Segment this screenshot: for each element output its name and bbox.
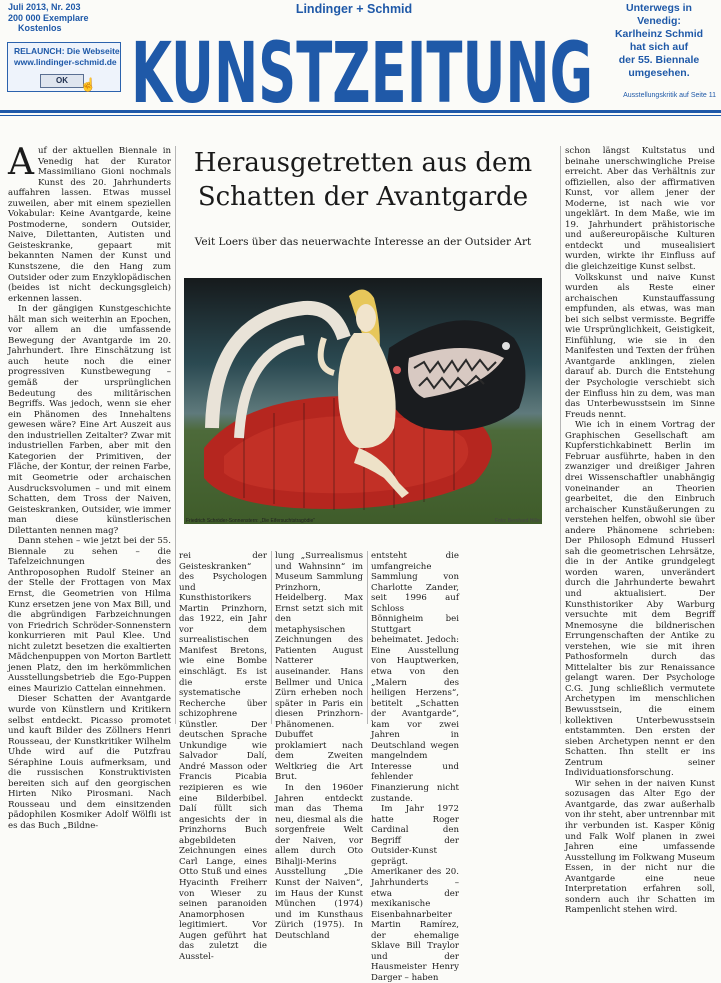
paragraph: In den 1960er Jahren entdeckt man das Thema neu, diesmal als die sorgenfreie Welt der Naiven, vor allem durch Oto Bihalji-Merins Ausstellung „Die Kunst der Naiven“, im Haus der Kunst München (1974) und im Kunsthaus Zürich (1975). In Deutschland [275, 783, 363, 941]
paragraph: Wie ich in einem Vortrag der Graphischen Gesellschaft am Kupferstichkabinett Berlin im Februar ausführte, haben in den zwanziger und dreißiger Jahren drei Wissenschaftler unabhängig voneinander an Theorien gearbeitet, die den Einbruch archaischer Kunstäußerungen zu verstehen helfen, obwohl sie über andere Phänomene schrieben: Der Philosoph Edmund Husserl sah die geometrischen Lehrsätze, die in der Antike grundgelegt worden waren, unverändert durch die Jahrhunderte bewahrt und aktualisiert. Der Kunsthistoriker Aby Warburg versuchte mit dem Begriff Mnemosyne die bildnerischen Errungenschaften der Antike zu verstehen, wie sie mit ihren Pathosformeln durch das Mittelalter bis zur Renaissance gelangt waren. Der Psychologe C.G. Jung schließlich vermutete Archetypen im menschlichen Bewusstsein, die einem kollektiven Unterbewusstsein entstammten. Den ersten der sieben Archetypen nennt er den Schatten. Ihn stellt er ins Zentrum seiner Individuationsforschung. [565, 420, 715, 779]
issue-number: Juli 2013, Nr. 203 [8, 2, 81, 12]
teaser-line: Karlheinz Schmid [614, 28, 704, 40]
teaser-line: der 55. Biennale [618, 54, 700, 66]
teaser-line: umgesehen. [628, 67, 690, 79]
paragraph: schon längst Kultstatus und beinahe unerschwingliche Preise erreicht. Aber das Verhältnis zur offiziellen, also der affirmativen Kunst, vor allem jener der Moderne, ist nach wie vor ungeklärt. In dem Maße, wie im 19. Jahrhundert prähistorische und außereuropäische Kulturen entdeckt und musealisiert wurden, wirkte ihr Einfluss auf die gleichzeitige Kunst selbst. [565, 146, 715, 273]
masthead-rule [0, 110, 721, 113]
paragraph: In der gängigen Kunstgeschichte hält man sich weiterhin an Epochen, vor allem an die umfassende Bewegung der Avantgarde im 20. Jahrhundert. Ihre Einschätzung ist auch heute noch die einer progressiven Kunstbewegung – gemäß der ursprünglichen Bedeutung des militärischen Begriffs. Was jedoch, wenn sie eher ein Phänomen des Innehaltens gewesen wäre? Eine Art Auszeit aus den industriellen Zeitalter? Zwar mit industriellen Farben, aber mit den Kategorien der Primitiven, der Fläche, der Kontur, der reinen Farbe, mit Geometrie oder archaischen Ausdrucksvolumen – und mit einem Schatten, dem Tross der Naiven, Geisteskranken, Outsider, wie immer man diese künstlerischen Dilettanten nennen mag? [8, 304, 171, 536]
relaunch-box[interactable] [7, 42, 121, 92]
paragraph: Volkskunst und naive Kunst wurden als Reste einer archaischen Kunstauffassung empfunden, als etwas, was man bei sich selbst vermisste. Begriffe wie Ursprünglichkeit, Geistigkeit, Einfühlung, wie sie in den Manifesten und Texten der frühen Avantgarde anklingen, zielen darauf ab. Durch die Entstehung der Psychologie verschiebt sich der Einfluss hin zu dem, was man das Unterbewusstsein im Sinne Freuds nennt. [565, 272, 715, 420]
column-divider [367, 551, 368, 724]
relaunch-title: RELAUNCH: Die Webseite [14, 46, 120, 56]
artwork-image [184, 278, 542, 524]
teaser-line: Venedig: [637, 15, 681, 27]
article-column-3 [275, 551, 363, 941]
image-caption: Friedrich Schröder-Sonnenstern: „Die Eifersuchtstragödie“ [186, 518, 315, 524]
price: Kostenlos [18, 23, 62, 33]
teaser-box[interactable] [598, 2, 720, 80]
teaser-line: hat sich auf [629, 41, 689, 53]
paragraph: Dann stehen – wie jetzt bei der 55. Biennale zu sehen – die Tafelzeichnungen des Anthroposophen Rudolf Steiner an der Stelle der Frottagen von Max Ernst, die Geometrien von Hilma Kunz ersetzen jene von Max Bill, und die abgründigen Farbzeichnungen von Friedrich Schröder-Sonnenstern konkurrieren mit Paul Klee. Und nicht zuletzt besetzen die exaltierten Mädchenpuppen von Morton Bartlett jenen Platz, den im herkömmlichen Ausstellungsbetrieb die Ego-Puppen eines Maurizio Cattelan einnehmen. [8, 536, 171, 694]
publisher-name: Lindinger + Schmid [295, 2, 413, 16]
masthead-title: KUNSTZEITUNG [131, 24, 593, 110]
paragraph: entsteht die umfangreiche Sammlung von Charlotte Zander, seit 1996 auf Schloss Bönnigheim bei Stuttgart beheimatet. Jedoch: Eine Ausstellung von Hauptwerken, etwa von den „Malern des heiligen Herzens“, betitelt „Schatten der Avantgarde“, kam vor zwei Jahren in Deutschland wegen mangelndem Interesse und fehlender Finanzierung nicht zustande. [371, 551, 459, 804]
paragraph: Auf der aktuellen Biennale in Venedig hat der Kurator Massimiliano Gioni nochmals Kunst des 20. Jahrhunderts auffahren lassen. Etwas mussel zuweilen, aber mit einem speziellen Vokabular: Keine Avantgarde, keine Postmoderne, sondern Outsider, Naive, Dilettanten, Autisten und Geisteskranke, gepaart mit bekannten Namen der Kunst und Kunstszene, die den Hang zum Outsider oder zum Enzyklopädischen (beides ist nicht deckungsgleich) erkennen lassen. [8, 142, 171, 304]
headline: Herausgetretten aus dem Schatten der Avantgarde [193, 148, 533, 212]
column-divider [175, 146, 176, 724]
paragraph: Im Jahr 1972 hatte Roger Cardinal den Begriff der Outsider-Kunst geprägt. Amerikaner des 20. Jahrhunderts – etwa der mexikanische Eisenbahnarbeiter Martin Ramírez, der ehemalige Sklave Bill Traylor und der Hausmeister Henry Darger – haben [371, 804, 459, 983]
drop-cap: A [8, 142, 34, 183]
masthead-logo [127, 20, 597, 110]
article-column-2 [179, 551, 267, 962]
paragraph: lung „Surrealismus und Wahnsinn“ im Museum Sammlung Prinzhorn, Heidelberg. Max Ernst setzt sich mit den metaphysischen Zeichnungen des Patienten August Natterer auseinander. Hans Bellmer und Unica Zürn erheben noch später in Paris ein diesen Prinzhorn-Phänomenen. Dubuffet proklamiert nach dem Zweiten Weltkrieg die Art Brut. [275, 551, 363, 783]
issue-meta [8, 2, 89, 34]
article-column-5 [565, 146, 715, 916]
article-column-1 [8, 142, 171, 832]
photo-credit: Foto: Bernhard Hiller [495, 518, 542, 524]
circulation: 200 000 Exemplare [8, 12, 89, 23]
hand-cursor-icon: ☝ [80, 77, 97, 92]
relaunch-url[interactable]: www.lindinger-schmid.de [14, 57, 117, 67]
paragraph: Wir sehen in der naiven Kunst sozusagen das Alter Ego der Avantgarde, das zwar außerhalb von ihr steht, aber untrennbar mit ihr verbunden ist. Kasper König und Falk Wolf planen in zwei Jahren eine umfassende Ausstellung im Folkwang Museum Essen, in der nicht nur die Avantgarde eine neue Interpretation erfahren soll, sondern auch ihr Schatten im Rampenlicht stehen wird. [565, 778, 715, 916]
paragraph: Dieser Schatten der Avantgarde wurde von Künstlern und Kritikern selbst entdeckt. Picasso promotet und kauft Bilder des Zöllners Henri Rousseau, der Kunstkritiker Wilhelm Uhde wird auf die Putzfrau Séraphine Louis aufmerksam, und die russischen Konstruktivisten bereiten sich auf den georgischen Hirten Niko Pirosmani. Nach Rousseau und dem einsitzenden pädophilen Kosmiker Adolf Wölfli ist es das Buch „Bildne- [8, 694, 171, 831]
article-column-4 [371, 551, 459, 983]
column-divider [271, 551, 272, 724]
masthead-rule-thin [0, 115, 721, 116]
teaser-page-link[interactable]: Ausstellungskritik auf Seite 11 [623, 92, 716, 99]
paragraph: rei der Geisteskranken“ des Psychologen und Kunsthistorikers Martin Prinzhorn, das 1922, ein Jahr vor dem surrealistischen Manifest Bretons, wie eine Bombe einschlägt. Es ist die erste systematische Recherche über schizophrene Künstler. Der deutschen Sprache Unkundige wie Salvador Dalí, André Masson oder Francis Picabia rezipieren es wie eine Bilderbibel. Dalí füllt sich angesichts der in Prinzhorns Buch abgebildeten Zeichnungen eines Carl Lange, eines Otto Stuß und eines Hyacinth Freiherr von Wieser zu seinen paranoiden Anamorphosen legitimiert. Vor Augen geführt hat das zuletzt die Ausstel- [179, 551, 267, 962]
subheadline: Veit Loers über das neuerwachte Interesse an der Outsider Art [194, 236, 532, 248]
teaser-line: Unterwegs in [626, 2, 692, 14]
column-divider [560, 146, 561, 724]
ok-button[interactable]: OK [40, 74, 84, 88]
